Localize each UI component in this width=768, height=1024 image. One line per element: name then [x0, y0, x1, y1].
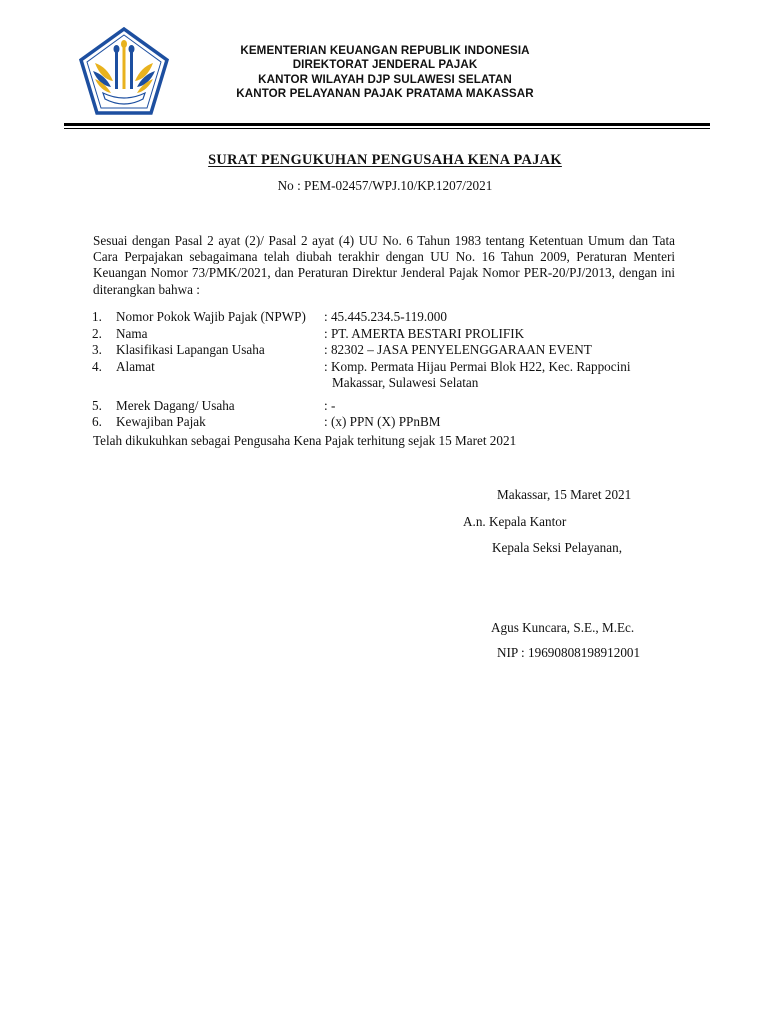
signature-place-date: Makassar, 15 Maret 2021	[497, 487, 632, 502]
field-number: 4.	[92, 358, 102, 374]
field-number: 6.	[92, 414, 102, 429]
ministry-emblem-icon	[79, 27, 169, 115]
taxpayer-fields	[92, 309, 692, 431]
field-label: Nomor Pokok Wajib Pajak (NPWP)	[116, 309, 306, 324]
letterhead-rule-thick	[64, 123, 710, 126]
field-trademark	[92, 398, 692, 415]
emblem-grain-stalks	[114, 40, 135, 89]
signature-on-behalf: A.n. Kepala Kantor	[463, 514, 567, 529]
signature-name: Agus Kuncara, S.E., M.Ec.	[491, 620, 635, 635]
letterhead-tax-office: KANTOR PELAYANAN PAJAK PRATAMA MAKASSAR	[236, 86, 534, 100]
field-value: : -	[324, 397, 336, 413]
letterhead-rule-thin	[64, 128, 710, 129]
field-name	[92, 326, 692, 343]
field-value: : Komp. Permata Hijau Permai Blok H22, Kec. Rappocini	[324, 358, 631, 374]
field-label: Klasifikasi Lapangan Usaha	[116, 342, 265, 357]
field-address	[92, 359, 692, 392]
field-number: 1.	[92, 309, 102, 324]
field-value: : (x) PPN (X) PPnBM	[324, 414, 441, 429]
field-number: 2.	[92, 325, 102, 341]
letterhead	[180, 44, 590, 101]
field-value: : PT. AMERTA BESTARI PROLIFIK	[324, 325, 525, 341]
field-label: Nama	[116, 325, 148, 341]
letterhead-directorate: DIREKTORAT JENDERAL PAJAK	[292, 58, 478, 72]
field-npwp	[92, 309, 692, 326]
field-tax-obligation	[92, 414, 692, 431]
document-title	[150, 152, 620, 169]
signature-role: Kepala Seksi Pelayanan,	[492, 540, 623, 555]
document-title-text: SURAT PENGUKUHAN PENGUSAHA KENA PAJAK	[208, 152, 562, 168]
field-value-wrapper	[324, 359, 684, 392]
field-number: 3.	[92, 342, 102, 357]
field-value: : 82302 – JASA PENYELENGGARAAN EVENT	[324, 342, 592, 357]
field-number: 5.	[92, 397, 102, 413]
document-number: No : PEM-02457/WPJ.10/KP.1207/2021	[277, 178, 493, 193]
field-value: : 45.445.234.5-119.000	[324, 309, 447, 324]
field-label: Kewajiban Pajak	[116, 414, 206, 429]
field-label: Alamat	[116, 358, 155, 374]
field-label: Merek Dagang/ Usaha	[116, 397, 235, 413]
signature-nip: NIP : 19690808198912001	[497, 645, 641, 660]
letterhead-regional-office: KANTOR WILAYAH DJP SULAWESI SELATAN	[258, 72, 512, 86]
closing-statement: Telah dikukuhkan sebagai Pengusaha Kena Pajak terhitung sejak 15 Maret 2021	[93, 433, 517, 448]
field-business-classification	[92, 342, 692, 359]
field-value-line2: Makassar, Sulawesi Selatan	[332, 375, 479, 390]
intro-paragraph: Sesuai dengan Pasal 2 ayat (2)/ Pasal 2 ayat (4) UU No. 6 Tahun 1983 tentang Ketentuan Umum dan Tata Cara Perpajakan sebagaimana telah diubah terakhir dengan UU No. 16 Tahun 2009, Peraturan Menteri Keuangan Nomor 73/PMK/2021, dan Peraturan Direktur Jenderal Pajak Nomor PER-20/PJ/2013, dengan ini diterangkan bahwa :	[93, 233, 675, 297]
letterhead-ministry: KEMENTERIAN KEUANGAN REPUBLIK INDONESIA	[240, 44, 530, 57]
